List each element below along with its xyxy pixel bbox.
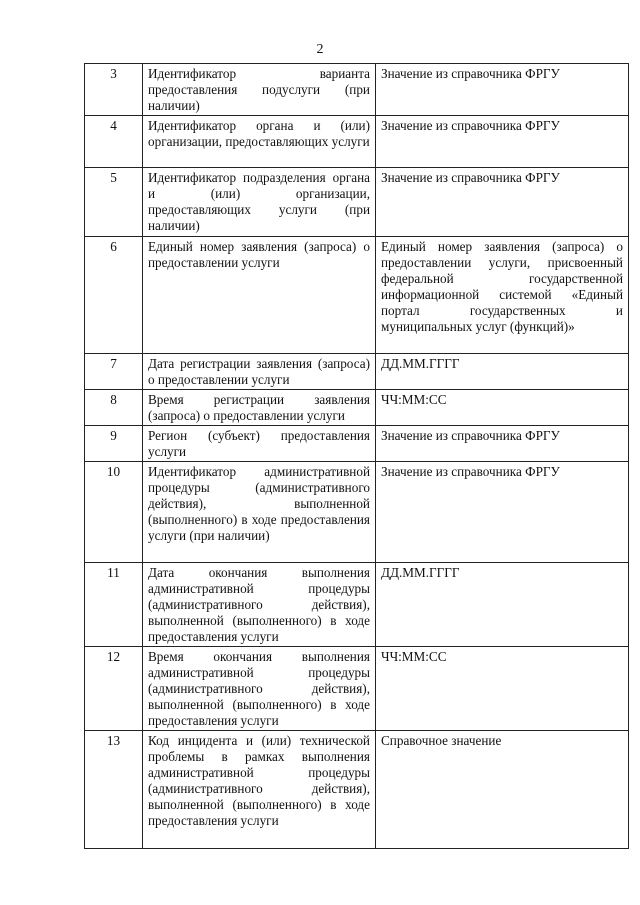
table-row xyxy=(85,462,629,563)
row-number: 11 xyxy=(85,563,143,647)
row-number: 9 xyxy=(85,426,143,462)
attribute-name: Время регистрации заявления (запроса) о предоставлении услуги xyxy=(143,390,376,426)
row-number: 8 xyxy=(85,390,143,426)
attribute-name: Идентификатор органа и (или) организации, предоставляющих услуги xyxy=(143,116,376,168)
table-row xyxy=(85,237,629,354)
attribute-value: Значение из справочника ФРГУ xyxy=(376,462,629,563)
page-number: 2 xyxy=(316,42,324,57)
row-number: 10 xyxy=(85,462,143,563)
table-row xyxy=(85,168,629,237)
attribute-value: ДД.ММ.ГГГГ xyxy=(376,563,629,647)
row-number: 3 xyxy=(85,64,143,116)
attribute-value: Значение из справочника ФРГУ xyxy=(376,116,629,168)
row-number: 13 xyxy=(85,731,143,849)
table-row xyxy=(85,64,629,116)
attribute-value: Значение из справочника ФРГУ xyxy=(376,64,629,116)
table-row xyxy=(85,116,629,168)
row-number: 12 xyxy=(85,647,143,731)
table-row xyxy=(85,426,629,462)
table-row xyxy=(85,731,629,849)
attribute-value: Значение из справочника ФРГУ xyxy=(376,426,629,462)
attribute-value: Справочное значение xyxy=(376,731,629,849)
table-row xyxy=(85,563,629,647)
table-row xyxy=(85,390,629,426)
attribute-name: Время окончания выполнения административной процедуры (административного действия), выполненной (выполненного) в ходе предоставления услуги xyxy=(143,647,376,731)
attribute-name: Дата регистрации заявления (запроса) о предоставлении услуги xyxy=(143,354,376,390)
attribute-value: ЧЧ:ММ:СС xyxy=(376,390,629,426)
attribute-value: ДД.ММ.ГГГГ xyxy=(376,354,629,390)
attribute-value: ЧЧ:ММ:СС xyxy=(376,647,629,731)
row-number: 7 xyxy=(85,354,143,390)
attribute-name: Код инцидента и (или) технической проблемы в рамках выполнения административной процедуры (административного действия), выполненной (выполненного) в ходе предоставления услуги xyxy=(143,731,376,849)
attribute-name: Идентификатор подразделения органа и (или) организации, предоставляющих услуги (при наличии) xyxy=(143,168,376,237)
attribute-name: Регион (субъект) предоставления услуги xyxy=(143,426,376,462)
row-number: 5 xyxy=(85,168,143,237)
attribute-name: Единый номер заявления (запроса) о предоставлении услуги xyxy=(143,237,376,354)
attributes-table xyxy=(84,63,629,849)
attribute-name: Идентификатор варианта предоставления подуслуги (при наличии) xyxy=(143,64,376,116)
table-row xyxy=(85,647,629,731)
table-row xyxy=(85,354,629,390)
row-number: 6 xyxy=(85,237,143,354)
attribute-value: Единый номер заявления (запроса) о предоставлении услуги, присвоенный федеральной государственной информационной системой «Единый портал государственных и муниципальных услуг (функций)» xyxy=(376,237,629,354)
attribute-value: Значение из справочника ФРГУ xyxy=(376,168,629,237)
row-number: 4 xyxy=(85,116,143,168)
attribute-name: Дата окончания выполнения административной процедуры (административного действия), выполненной (выполненного) в ходе предоставления услуги xyxy=(143,563,376,647)
attribute-name: Идентификатор административной процедуры (административного действия), выполненной (выполненного) в ходе предоставления услуги (при наличии) xyxy=(143,462,376,563)
